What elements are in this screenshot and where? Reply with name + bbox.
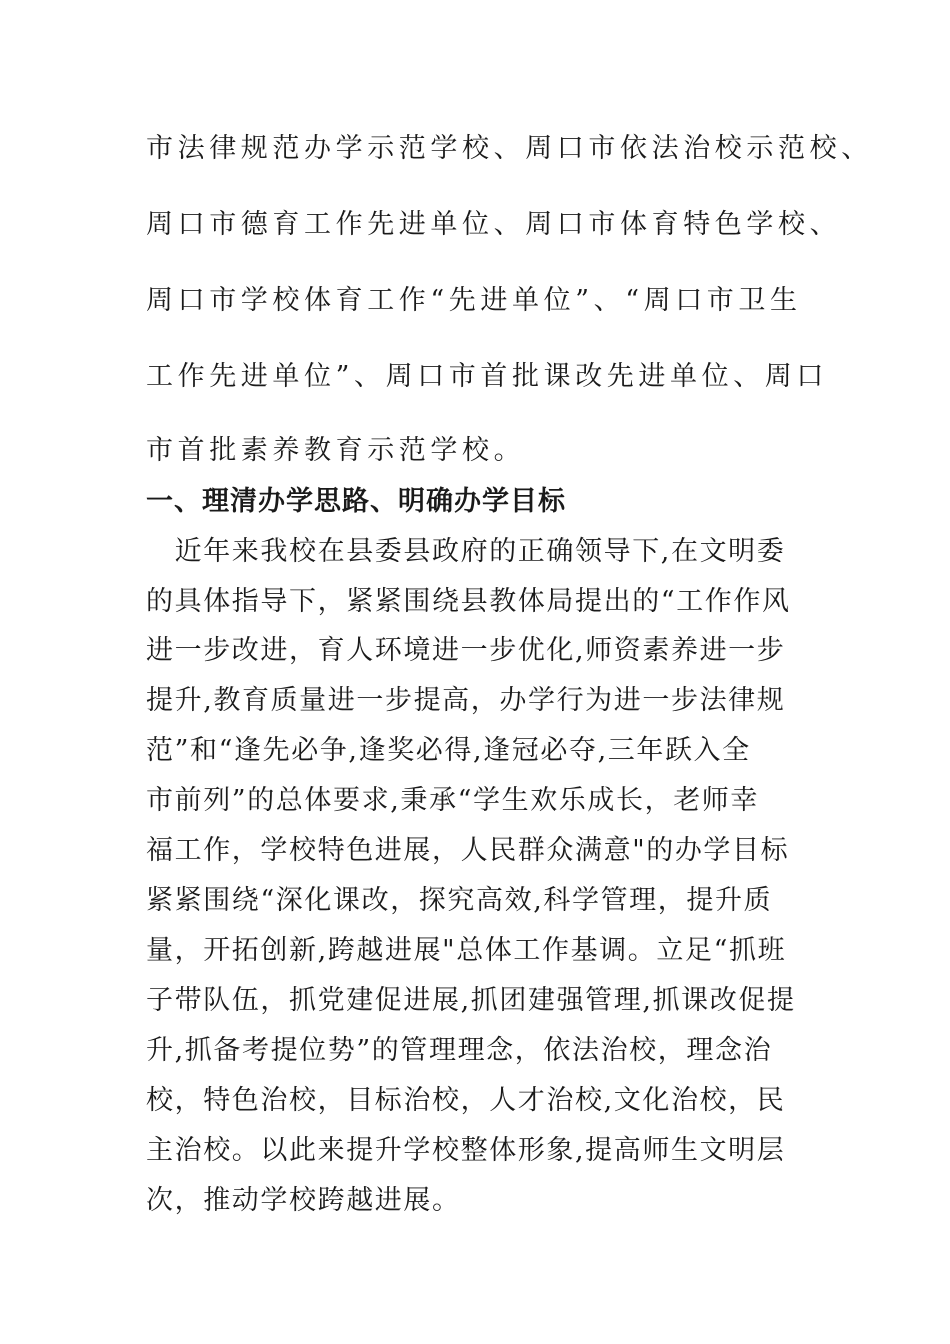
- paragraph-line-10: 子带队伍，抓党建促进展,抓团建强管理,抓课改促提: [146, 985, 796, 1016]
- continuation-line-1: 市法律规范办学示范学校、周口市依法治校示范校、: [146, 133, 873, 164]
- paragraph-line-2: 的具体指导下，紧紧围绕县教体局提出的“工作作风: [146, 586, 791, 617]
- paragraph-line-5: 范”和“逢先必争,逢奖必得,逢冠必夺,三年跃入全: [146, 735, 751, 766]
- paragraph-line-4: 提升,教育质量进一步提高，办学行为进一步法律规: [146, 685, 786, 716]
- paragraph-line-13: 主治校。以此来提升学校整体形象,提高师生文明层: [146, 1135, 786, 1166]
- paragraph-line-8: 紧紧围绕“深化课改，探究高效,科学管理，提升质: [146, 885, 773, 916]
- paragraph-line-1: 近年来我校在县委县政府的正确领导下,在文明委: [146, 536, 786, 567]
- continuation-line-2: 周口市德育工作先进单位、周口市体育特色学校、: [146, 209, 842, 240]
- paragraph-line-9: 量，开拓创新,跨越进展"总体工作基调。立足“抓班: [146, 935, 787, 966]
- paragraph-line-7: 福工作，学校特色进展，人民群众满意"的办学目标: [146, 835, 790, 866]
- paragraph-line-12: 校，特色治校，目标治校，人才治校,文化治校，民: [146, 1085, 786, 1116]
- continuation-line-4: 工作先进单位”、周口市首批课改先进单位、周口: [146, 361, 829, 392]
- paragraph-line-3: 进一步改进，育人环境进一步优化,师资素养进一步: [146, 635, 786, 666]
- paragraph-line-6: 市前列”的总体要求,秉承“学生欢乐成长，老师幸: [146, 785, 759, 816]
- continuation-line-3: 周口市学校体育工作“先进单位”、“周口市卫生: [146, 285, 802, 316]
- paragraph-line-14: 次，推动学校跨越进展。: [146, 1185, 461, 1216]
- section-heading: 一、理清办学思路、明确办学目标: [146, 486, 566, 517]
- continuation-line-5: 市首批素养教育示范学校。: [146, 435, 526, 466]
- paragraph-line-11: 升,抓备考提位势”的管理理念，依法治校，理念治: [146, 1035, 773, 1066]
